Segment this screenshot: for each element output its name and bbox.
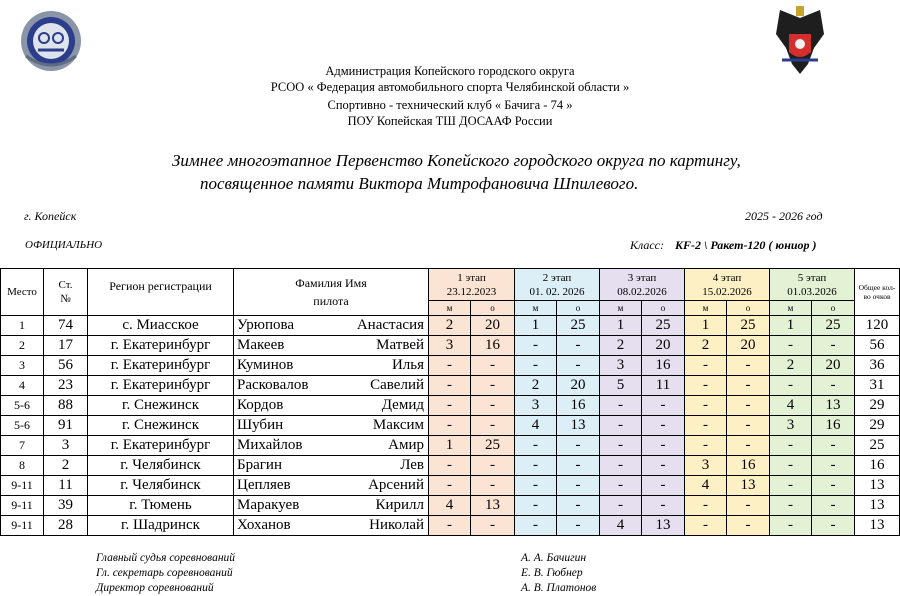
stage-points-cell: - bbox=[557, 516, 600, 536]
stage-3-header bbox=[600, 269, 685, 301]
stage-points-cell: - bbox=[557, 496, 600, 516]
stage-place-cell: - bbox=[600, 396, 642, 416]
stage-points-cell: 16 bbox=[727, 456, 770, 476]
place-cell: 9-11 bbox=[1, 476, 44, 496]
stage-points-cell: - bbox=[727, 396, 770, 416]
pilot-name-cell bbox=[234, 396, 429, 416]
stage-place-cell: 2 bbox=[600, 336, 642, 356]
stage-place-cell: - bbox=[515, 456, 557, 476]
stage-title: 2 этап bbox=[542, 271, 572, 284]
stage-place-cell: - bbox=[429, 456, 471, 476]
stage-place-cell: 4 bbox=[515, 416, 557, 436]
place-cell: 3 bbox=[1, 356, 44, 376]
stage-points-cell: 13 bbox=[812, 396, 855, 416]
region-cell: г. Челябинск bbox=[88, 476, 234, 496]
pilot-firstname: Амир bbox=[388, 437, 424, 453]
total-cell: 29 bbox=[855, 416, 900, 436]
pilot-name-cell bbox=[234, 416, 429, 436]
pilot-surname: Михайлов bbox=[237, 437, 303, 453]
number-cell: 74 bbox=[44, 316, 88, 336]
stage-points-cell: 20 bbox=[557, 376, 600, 396]
signature-name: Е. В. Гюбнер bbox=[521, 567, 583, 579]
season-label: 2025 - 2026 год bbox=[745, 209, 823, 223]
stage-points-cell: 13 bbox=[727, 476, 770, 496]
stage-place-cell: - bbox=[429, 396, 471, 416]
number-cell: 23 bbox=[44, 376, 88, 396]
stage-place-cell: - bbox=[515, 436, 557, 456]
stage-points-cell: - bbox=[471, 456, 515, 476]
stage-points-cell: - bbox=[642, 476, 685, 496]
pilot-name-cell bbox=[234, 316, 429, 336]
number-cell: 2 bbox=[44, 456, 88, 476]
place-cell: 9-11 bbox=[1, 516, 44, 536]
total-cell: 16 bbox=[855, 456, 900, 476]
place-cell: 9-11 bbox=[1, 496, 44, 516]
stage-4-points-header: о bbox=[727, 301, 770, 316]
total-cell: 13 bbox=[855, 496, 900, 516]
stage-4-header bbox=[685, 269, 770, 301]
stage-2-place-header: м bbox=[515, 301, 557, 316]
stage-title: 3 этап bbox=[627, 271, 657, 284]
stage-points-cell: - bbox=[557, 336, 600, 356]
region-cell: г. Екатеринбург bbox=[88, 336, 234, 356]
table-row bbox=[1, 396, 900, 416]
place-cell: 4 bbox=[1, 376, 44, 396]
pilot-name-cell bbox=[234, 496, 429, 516]
stage-date: 01. 02. 2026 bbox=[529, 285, 585, 298]
total-cell: 120 bbox=[855, 316, 900, 336]
number-cell: 17 bbox=[44, 336, 88, 356]
name-header bbox=[234, 269, 429, 316]
stage-points-cell: 16 bbox=[557, 396, 600, 416]
stage-5-header bbox=[770, 269, 855, 301]
stage-points-cell: - bbox=[471, 356, 515, 376]
pilot-surname: Кордов bbox=[237, 397, 284, 413]
number-cell: 39 bbox=[44, 496, 88, 516]
stage-points-cell: 25 bbox=[727, 316, 770, 336]
stage-points-cell: - bbox=[642, 416, 685, 436]
name-header-line2: пилота bbox=[313, 294, 349, 308]
table-row bbox=[1, 516, 900, 536]
pilot-surname: Хоханов bbox=[237, 517, 291, 533]
signature-roles bbox=[96, 551, 235, 596]
stage-points-cell: 20 bbox=[642, 336, 685, 356]
pilot-name-cell bbox=[234, 476, 429, 496]
stage-points-cell: - bbox=[642, 456, 685, 476]
stage-place-cell: 4 bbox=[685, 476, 727, 496]
stage-place-cell: 2 bbox=[685, 336, 727, 356]
table-row bbox=[1, 496, 900, 516]
pilot-firstname: Николай bbox=[369, 517, 424, 533]
stage-place-cell: - bbox=[515, 476, 557, 496]
stage-points-cell: 11 bbox=[642, 376, 685, 396]
number-cell: 56 bbox=[44, 356, 88, 376]
total-cell: 13 bbox=[855, 476, 900, 496]
stage-place-cell: - bbox=[515, 496, 557, 516]
stage-place-cell: - bbox=[770, 336, 812, 356]
stage-date: 01.03.2026 bbox=[787, 285, 837, 298]
stage-3-points-header: о bbox=[642, 301, 685, 316]
stage-points-cell: - bbox=[727, 516, 770, 536]
stage-title: 1 этап bbox=[457, 271, 486, 284]
total-cell: 31 bbox=[855, 376, 900, 396]
stage-points-cell: - bbox=[812, 336, 855, 356]
pilot-firstname: Матвей bbox=[376, 337, 424, 353]
stage-2-header bbox=[515, 269, 600, 301]
region-cell: г. Екатеринбург bbox=[88, 436, 234, 456]
stage-title: 5 этап bbox=[797, 271, 827, 284]
stage-points-cell: - bbox=[471, 416, 515, 436]
pilot-surname: Маракуев bbox=[237, 497, 300, 513]
stage-place-cell: 1 bbox=[515, 316, 557, 336]
signature-name: А. А. Бачигин bbox=[521, 552, 587, 564]
stage-1-header bbox=[429, 269, 515, 301]
class-value: KF-2 \ Ракет-120 ( юниор ) bbox=[675, 238, 817, 252]
stage-place-cell: - bbox=[515, 336, 557, 356]
stage-points-cell: 13 bbox=[642, 516, 685, 536]
organizers-block bbox=[0, 63, 900, 129]
city-label: г. Копейск bbox=[24, 209, 77, 223]
pilot-firstname: Кирилл bbox=[375, 497, 424, 513]
stage-points-cell: - bbox=[812, 496, 855, 516]
number-cell: 91 bbox=[44, 416, 88, 436]
pilot-name-cell bbox=[234, 356, 429, 376]
pilot-surname: Куминов bbox=[237, 357, 294, 373]
stage-points-cell: - bbox=[727, 416, 770, 436]
signature-name: А. В. Платонов bbox=[521, 582, 597, 594]
number-cell: 28 bbox=[44, 516, 88, 536]
pilot-firstname: Савелий bbox=[370, 377, 424, 393]
stage-place-cell: - bbox=[600, 476, 642, 496]
stage-place-cell: - bbox=[429, 416, 471, 436]
stage-place-cell: - bbox=[770, 516, 812, 536]
stage-place-cell: - bbox=[685, 396, 727, 416]
table-row bbox=[1, 416, 900, 436]
pilot-surname: Шубин bbox=[237, 417, 284, 433]
stage-place-cell: 3 bbox=[685, 456, 727, 476]
signature-role: Гл. секретарь соревнований bbox=[96, 567, 233, 579]
stage-date: 08.02.2026 bbox=[617, 285, 667, 298]
stage-date: 15.02.2026 bbox=[702, 285, 752, 298]
total-header: Общее кол-во очков bbox=[855, 269, 900, 316]
stage-points-cell: 13 bbox=[557, 416, 600, 436]
stage-4-place-header: м bbox=[685, 301, 727, 316]
pilot-name-cell bbox=[234, 376, 429, 396]
results-table bbox=[0, 268, 900, 536]
stage-place-cell: 4 bbox=[429, 496, 471, 516]
stage-points-cell: 25 bbox=[642, 316, 685, 336]
table-row bbox=[1, 436, 900, 456]
name-header-line1: Фамилия Имя bbox=[295, 276, 367, 290]
stage-points-cell: 25 bbox=[471, 436, 515, 456]
number-header: Ст. № bbox=[44, 269, 88, 316]
stage-place-cell: 2 bbox=[429, 316, 471, 336]
stage-points-cell: - bbox=[642, 436, 685, 456]
class-info bbox=[630, 238, 817, 253]
stage-place-cell: - bbox=[685, 416, 727, 436]
stage-place-cell: - bbox=[685, 376, 727, 396]
table-row bbox=[1, 376, 900, 396]
stage-place-cell: - bbox=[600, 496, 642, 516]
total-cell: 36 bbox=[855, 356, 900, 376]
region-cell: г. Снежинск bbox=[88, 396, 234, 416]
stage-place-cell: 3 bbox=[429, 336, 471, 356]
event-title-line1: Зимнее многоэтапное Первенство Копейского городского округа по картингу, bbox=[172, 151, 741, 170]
stage-points-cell: 20 bbox=[471, 316, 515, 336]
region-cell: г. Тюмень bbox=[88, 496, 234, 516]
number-cell: 88 bbox=[44, 396, 88, 416]
stage-points-cell: - bbox=[471, 376, 515, 396]
total-cell: 13 bbox=[855, 516, 900, 536]
total-cell: 25 bbox=[855, 436, 900, 456]
stage-place-cell: - bbox=[600, 416, 642, 436]
event-title-line2: посвященное памяти Виктора Митрофановича Шпилевого. bbox=[200, 174, 639, 193]
signature-role: Директор соревнований bbox=[96, 582, 214, 594]
pilot-surname: Брагин bbox=[237, 457, 282, 473]
place-cell: 7 bbox=[1, 436, 44, 456]
signature-role: Главный судья соревнований bbox=[96, 552, 236, 564]
stage-points-cell: 16 bbox=[642, 356, 685, 376]
pilot-surname: Макеев bbox=[237, 337, 285, 353]
table-row bbox=[1, 336, 900, 356]
pilot-surname: Цепляев bbox=[237, 477, 291, 493]
stage-3-place-header: м bbox=[600, 301, 642, 316]
stage-place-cell: 1 bbox=[770, 316, 812, 336]
stage-points-cell: - bbox=[727, 376, 770, 396]
pilot-firstname: Арсений bbox=[368, 477, 424, 493]
total-cell: 29 bbox=[855, 396, 900, 416]
stage-points-cell: - bbox=[727, 356, 770, 376]
stage-points-cell: - bbox=[642, 396, 685, 416]
status-label: ОФИЦИАЛЬНО bbox=[25, 239, 103, 251]
stage-points-cell: - bbox=[557, 476, 600, 496]
place-cell: 1 bbox=[1, 316, 44, 336]
stage-place-cell: 3 bbox=[770, 416, 812, 436]
region-cell: г. Екатеринбург bbox=[88, 376, 234, 396]
stage-place-cell: - bbox=[600, 456, 642, 476]
stage-place-cell: 4 bbox=[600, 516, 642, 536]
stage-place-cell: 2 bbox=[515, 376, 557, 396]
stage-points-cell: - bbox=[812, 476, 855, 496]
region-cell: с. Миасское bbox=[88, 316, 234, 336]
stage-place-cell: - bbox=[429, 476, 471, 496]
stage-place-cell: - bbox=[515, 356, 557, 376]
pilot-firstname: Илья bbox=[391, 357, 424, 373]
place-cell: 2 bbox=[1, 336, 44, 356]
stage-place-cell: 2 bbox=[770, 356, 812, 376]
pilot-firstname: Демид bbox=[381, 397, 424, 413]
stage-place-cell: - bbox=[429, 356, 471, 376]
stage-place-cell: 5 bbox=[600, 376, 642, 396]
org-line: Администрация Копейского городского округа bbox=[325, 64, 575, 78]
stage-points-cell: - bbox=[557, 356, 600, 376]
stage-points-cell: - bbox=[557, 456, 600, 476]
stage-place-cell: - bbox=[770, 476, 812, 496]
stage-points-cell: - bbox=[727, 436, 770, 456]
place-header: Место bbox=[1, 269, 44, 316]
stage-place-cell: - bbox=[770, 376, 812, 396]
org-line: ПОУ Копейская ТШ ДОСААФ России bbox=[347, 114, 553, 128]
stage-points-cell: - bbox=[471, 476, 515, 496]
number-cell: 3 bbox=[44, 436, 88, 456]
stage-5-place-header: м bbox=[770, 301, 812, 316]
stage-place-cell: - bbox=[515, 516, 557, 536]
pilot-name-cell bbox=[234, 436, 429, 456]
pilot-firstname: Анастасия bbox=[356, 317, 424, 333]
stage-points-cell: - bbox=[812, 516, 855, 536]
signature-names bbox=[521, 551, 596, 596]
table-row bbox=[1, 356, 900, 376]
place-cell: 8 bbox=[1, 456, 44, 476]
stage-points-cell: 25 bbox=[557, 316, 600, 336]
stage-place-cell: - bbox=[685, 436, 727, 456]
stage-points-cell: - bbox=[812, 376, 855, 396]
stage-1-points-header: о bbox=[471, 301, 515, 316]
stage-place-cell: - bbox=[770, 436, 812, 456]
stage-place-cell: - bbox=[685, 496, 727, 516]
stage-points-cell: - bbox=[642, 496, 685, 516]
stage-points-cell: - bbox=[471, 516, 515, 536]
class-label: Класс: bbox=[630, 238, 664, 252]
stage-place-cell: 1 bbox=[685, 316, 727, 336]
stage-place-cell: 3 bbox=[600, 356, 642, 376]
stage-place-cell: - bbox=[770, 496, 812, 516]
org-line: РСОО « Федерация автомобильного спорта Челябинской области » bbox=[270, 80, 630, 94]
stage-2-points-header: о bbox=[557, 301, 600, 316]
pilot-firstname: Максим bbox=[372, 417, 424, 433]
pilot-firstname: Лев bbox=[400, 457, 424, 473]
stage-1-place-header: м bbox=[429, 301, 471, 316]
number-cell: 11 bbox=[44, 476, 88, 496]
region-cell: г. Шадринск bbox=[88, 516, 234, 536]
pilot-name-cell bbox=[234, 516, 429, 536]
stage-points-cell: - bbox=[812, 436, 855, 456]
region-cell: г. Челябинск bbox=[88, 456, 234, 476]
stage-points-cell: 20 bbox=[727, 336, 770, 356]
stage-title: 4 этап bbox=[712, 271, 742, 284]
pilot-name-cell bbox=[234, 336, 429, 356]
stage-place-cell: - bbox=[429, 376, 471, 396]
region-cell: г. Снежинск bbox=[88, 416, 234, 436]
total-cell: 56 bbox=[855, 336, 900, 356]
stage-place-cell: - bbox=[685, 516, 727, 536]
place-cell: 5-6 bbox=[1, 396, 44, 416]
stage-place-cell: 1 bbox=[600, 316, 642, 336]
pilot-surname: Урюпова bbox=[237, 317, 295, 333]
org-line: Спортивно - технический клуб « Бачига - 74 » bbox=[327, 98, 573, 112]
stage-place-cell: - bbox=[429, 516, 471, 536]
stage-points-cell: - bbox=[557, 436, 600, 456]
stage-points-cell: 20 bbox=[812, 356, 855, 376]
stage-points-cell: - bbox=[812, 456, 855, 476]
table-row bbox=[1, 456, 900, 476]
stage-points-cell: - bbox=[727, 496, 770, 516]
stage-place-cell: - bbox=[685, 356, 727, 376]
stage-place-cell: 3 bbox=[515, 396, 557, 416]
stage-place-cell: - bbox=[600, 436, 642, 456]
stage-points-cell: 16 bbox=[812, 416, 855, 436]
pilot-name-cell bbox=[234, 456, 429, 476]
stage-place-cell: 1 bbox=[429, 436, 471, 456]
stage-date: 23.12.2023 bbox=[446, 285, 497, 298]
stage-points-cell: 13 bbox=[471, 496, 515, 516]
stage-points-cell: 16 bbox=[471, 336, 515, 356]
pilot-surname: Расковалов bbox=[237, 377, 309, 393]
table-row bbox=[1, 316, 900, 336]
stage-place-cell: - bbox=[770, 456, 812, 476]
table-row bbox=[1, 476, 900, 496]
stage-5-points-header: о bbox=[812, 301, 855, 316]
region-cell: г. Екатеринбург bbox=[88, 356, 234, 376]
stage-place-cell: 4 bbox=[770, 396, 812, 416]
stage-points-cell: 25 bbox=[812, 316, 855, 336]
place-cell: 5-6 bbox=[1, 416, 44, 436]
region-header: Регион регистрации bbox=[88, 269, 234, 316]
stage-points-cell: - bbox=[471, 396, 515, 416]
